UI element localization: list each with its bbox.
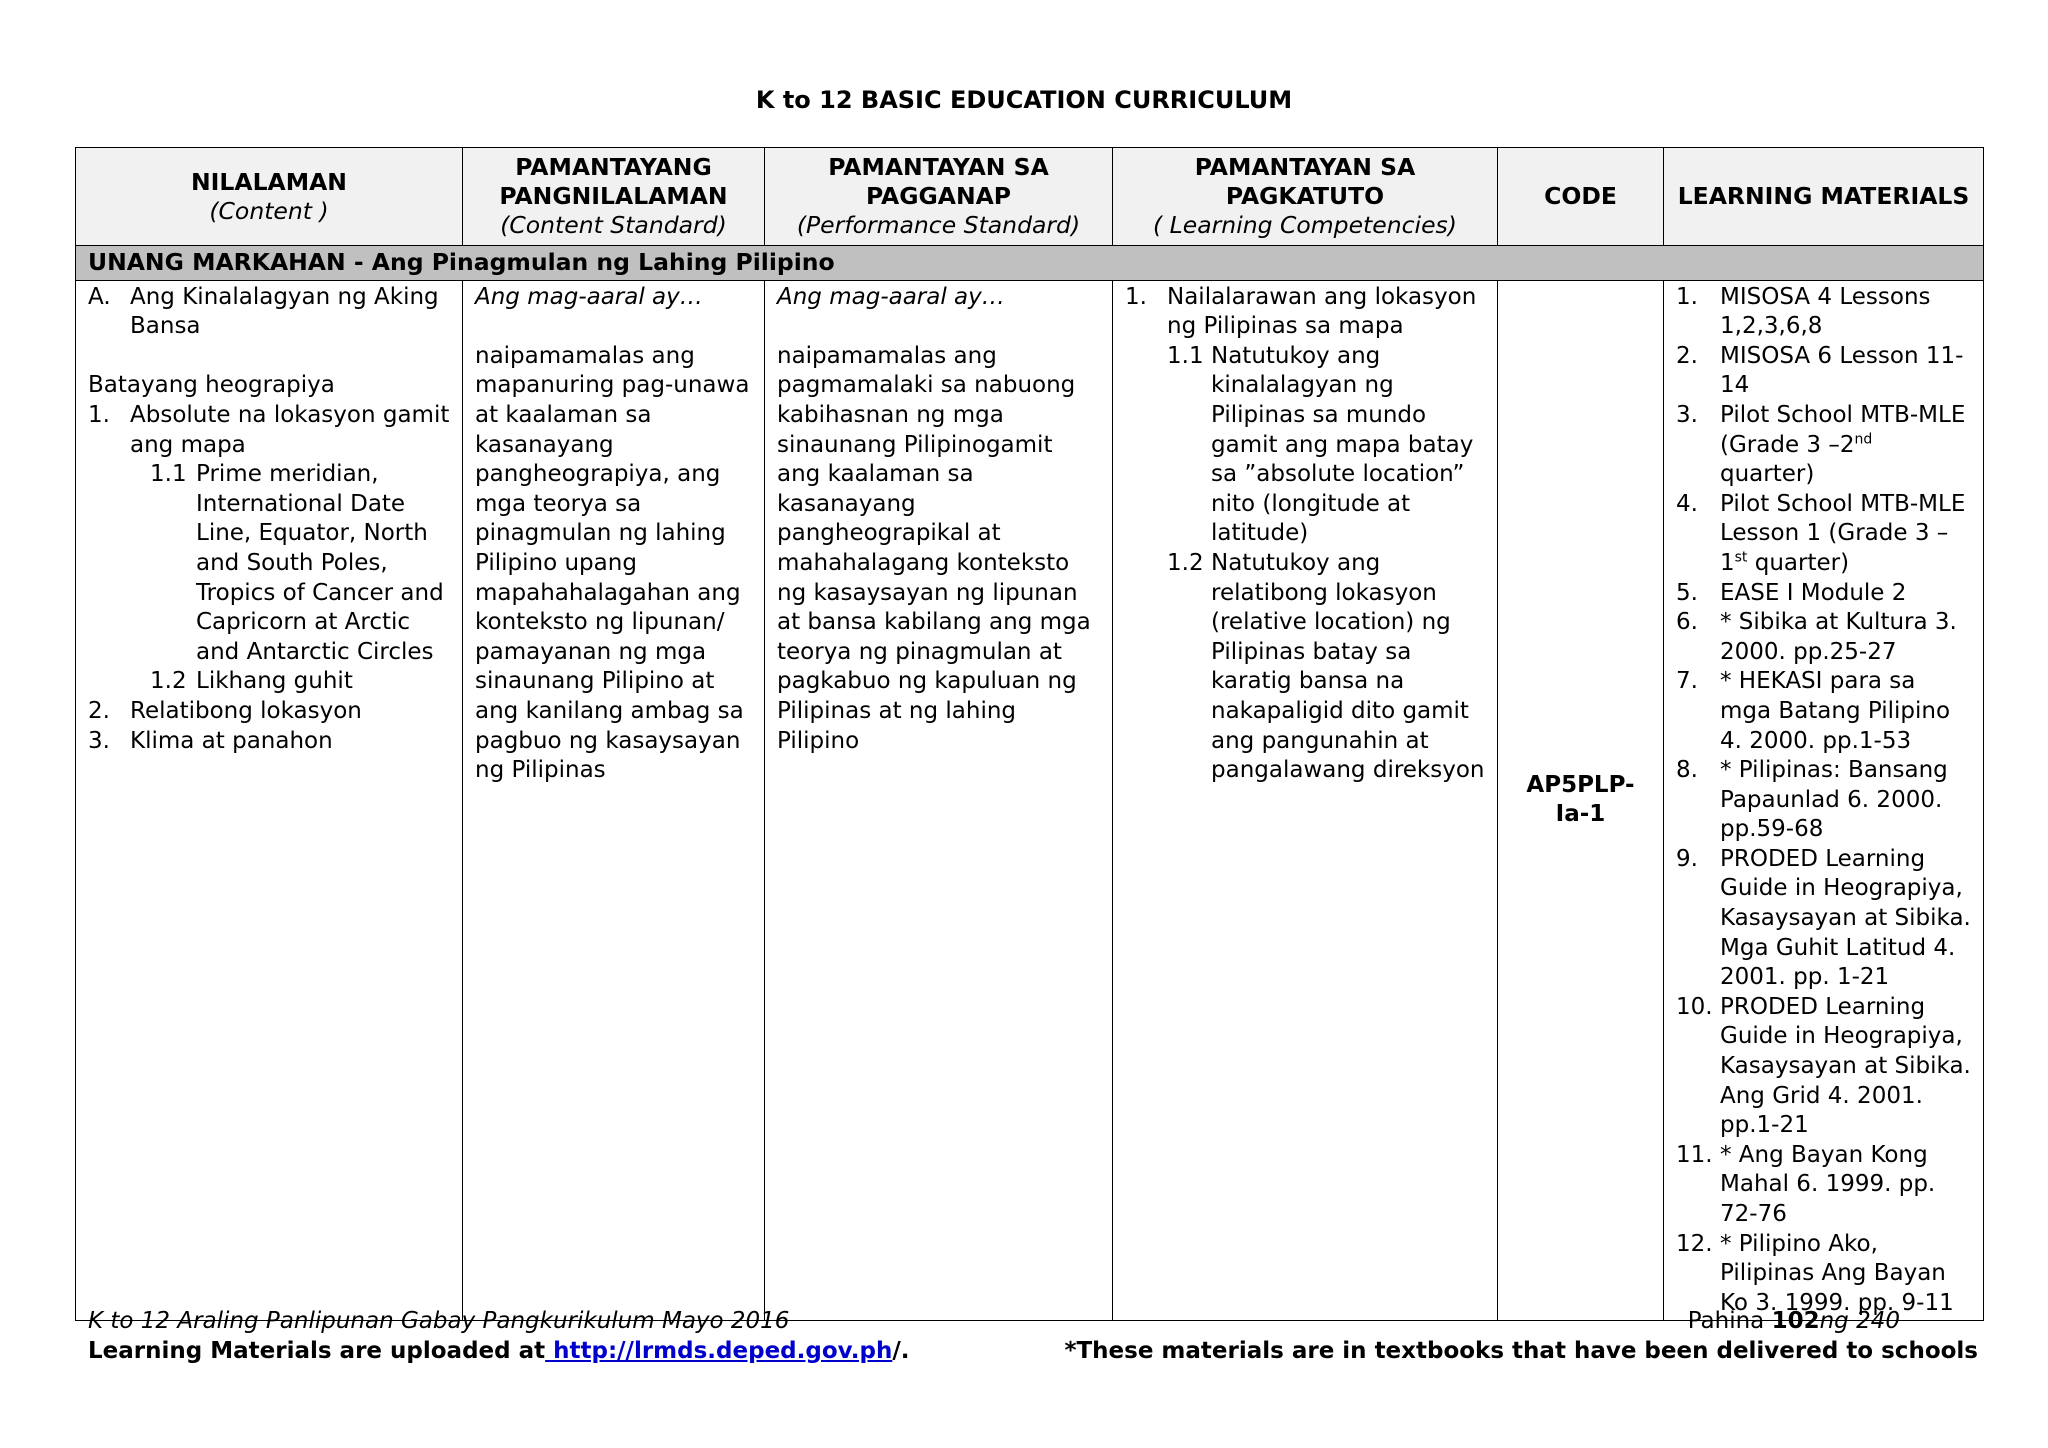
list-item: 1.2 Likhang guhit	[150, 668, 353, 695]
competencies-cell	[1113, 280, 1498, 1321]
page-title: K to 12 BASIC EDUCATION CURRICULUM	[755, 86, 1293, 114]
list-item: 11. * Ang Bayan Kong Mahal 6. 1999. pp. 72-76	[1676, 1141, 1936, 1227]
list-item: 7. * HEKASI para sa mga Batang Pilipino 4. 2000. pp.1-53	[1676, 668, 1951, 754]
quarter-title: UNANG MARKAHAN - Ang Pinagmulan ng Lahing Pilipino	[76, 246, 1984, 281]
list-item: A. Ang Kinalalagyan ng Aking Bansa	[88, 283, 439, 340]
code-cell	[1498, 280, 1664, 1321]
curriculum-table	[75, 147, 1984, 1321]
code-line-1: AP5PLP-	[1526, 771, 1635, 798]
content-cell	[76, 280, 463, 1321]
table-row	[76, 280, 1984, 1321]
content-standard-intro: Ang mag-aaral ay…	[475, 283, 703, 310]
header-performance-standard: PAMANTAYAN SA PAGGANAP (Performance Standard)	[765, 148, 1113, 246]
footer-upload-note: Learning Materials are uploaded at http://lrmds.deped.gov.ph/.	[88, 1338, 910, 1364]
quarter-row	[76, 246, 1984, 281]
footer-textbook-note: *These materials are in textbooks that have been delivered to schools	[1064, 1338, 1978, 1364]
list-item: 1.1 Prime meridian, International Date Line, Equator, North and South Poles, Tropics of Cancer and Capricorn at Arctic and Antarctic Circles	[150, 461, 444, 665]
header-content-standard: PAMANTAYANG PANGNILALAMAN (Content Standard)	[463, 148, 765, 246]
list-item: 9. PRODED Learning Guide in Heograpiya, Kasaysayan at Sibika. Mga Guhit Latitud 4. 2001. pp. 1-21	[1676, 845, 1971, 991]
performance-standard-cell	[765, 280, 1113, 1321]
header-content: NILALAMAN (Content )	[76, 148, 463, 246]
content-standard-cell	[463, 280, 765, 1321]
list-item: 1. Absolute na lokasyon gamit ang mapa	[88, 401, 450, 458]
list-item: 1. MISOSA 4 Lessons 1,2,3,6,8	[1676, 283, 1931, 340]
content-subhead: Batayang heograpiya	[88, 372, 335, 399]
performance-standard-intro: Ang mag-aaral ay…	[777, 283, 1005, 310]
header-learning-materials: LEARNING MATERIALS	[1664, 148, 1984, 246]
performance-standard-body: naipamamalas ang pagmamalaki sa nabuong kabihasnan ng mga sinaunang Pilipinogamit ang kaalaman sa kasanayang pangheograpikal at mahahalagang konteksto ng kasaysayan ng lipunan at bansa kabilang ang mga teorya ng pinagmulan at pagkabuo ng kapuluan ng Pilipinas at ng lahing Pilipino	[777, 342, 1091, 754]
list-item: 8. * Pilipinas: Bansang Papaunlad 6. 2000. pp.59-68	[1676, 757, 1948, 843]
content-standard-body: naipamamalas ang mapanuring pag-unawa at kaalaman sa kasanayang pangheograpiya, ang mga teorya sa pinagmulan ng lahing Pilipino upang mapahahalagahan ang konteksto ng lipunan/ pamayanan ng mga sinaunang Pilipino at ang kanilang ambag sa pagbuo ng kasaysayan ng Pilipinas	[475, 342, 750, 784]
list-item: 5. EASE I Module 2	[1676, 579, 1907, 606]
header-learning-competencies: PAMANTAYAN SA PAGKATUTO ( Learning Competencies)	[1113, 148, 1498, 246]
lrmds-link[interactable]: http://lrmds.deped.gov.ph	[545, 1338, 893, 1364]
page-number: Pahina 102ng 240	[1687, 1308, 1900, 1334]
list-item: 1.1 Natutukoy ang kinalalagyan ng Pilipinas sa mundo gamit ang mapa batay sa ”absolute location” nito (longitude at latitude)	[1167, 342, 1474, 547]
learning-materials-cell	[1664, 280, 1984, 1321]
list-item: 12. * Pilipino Ako, Pilipinas Ang Bayan Ko 3. 1999. pp. 9-11	[1676, 1230, 1954, 1316]
list-item: 3. Klima at panahon	[88, 727, 333, 754]
list-item: 1.2 Natutukoy ang relatibong lokasyon (relative location) ng Pilipinas batay sa karatig bansa na nakapaligid dito gamit ang pangunahin at pangalawang direksyon	[1167, 549, 1485, 784]
list-item: 2. MISOSA 6 Lesson 11-14	[1676, 342, 1964, 399]
footer-guide-title: K to 12 Araling Panlipunan Gabay Pangkurikulum Mayo 2016	[88, 1308, 790, 1334]
list-item: 6. * Sibika at Kultura 3. 2000. pp.25-27	[1676, 609, 1957, 665]
header-row	[76, 148, 1984, 246]
list-item: 3. Pilot School MTB-MLE (Grade 3 –2nd quarter)	[1676, 401, 1966, 488]
list-item: 4. Pilot School MTB-MLE Lesson 1 (Grade 3 – 1st quarter)	[1676, 490, 1966, 576]
code-line-2: Ia-1	[1555, 801, 1606, 828]
list-item: 1. Nailalarawan ang lokasyon ng Pilipinas sa mapa	[1125, 283, 1477, 340]
list-item: 10. PRODED Learning Guide in Heograpiya, Kasaysayan at Sibika. Ang Grid 4. 2001. pp.1-21	[1676, 993, 1971, 1139]
list-item: 2. Relatibong lokasyon	[88, 697, 362, 724]
header-code: CODE	[1498, 148, 1664, 246]
